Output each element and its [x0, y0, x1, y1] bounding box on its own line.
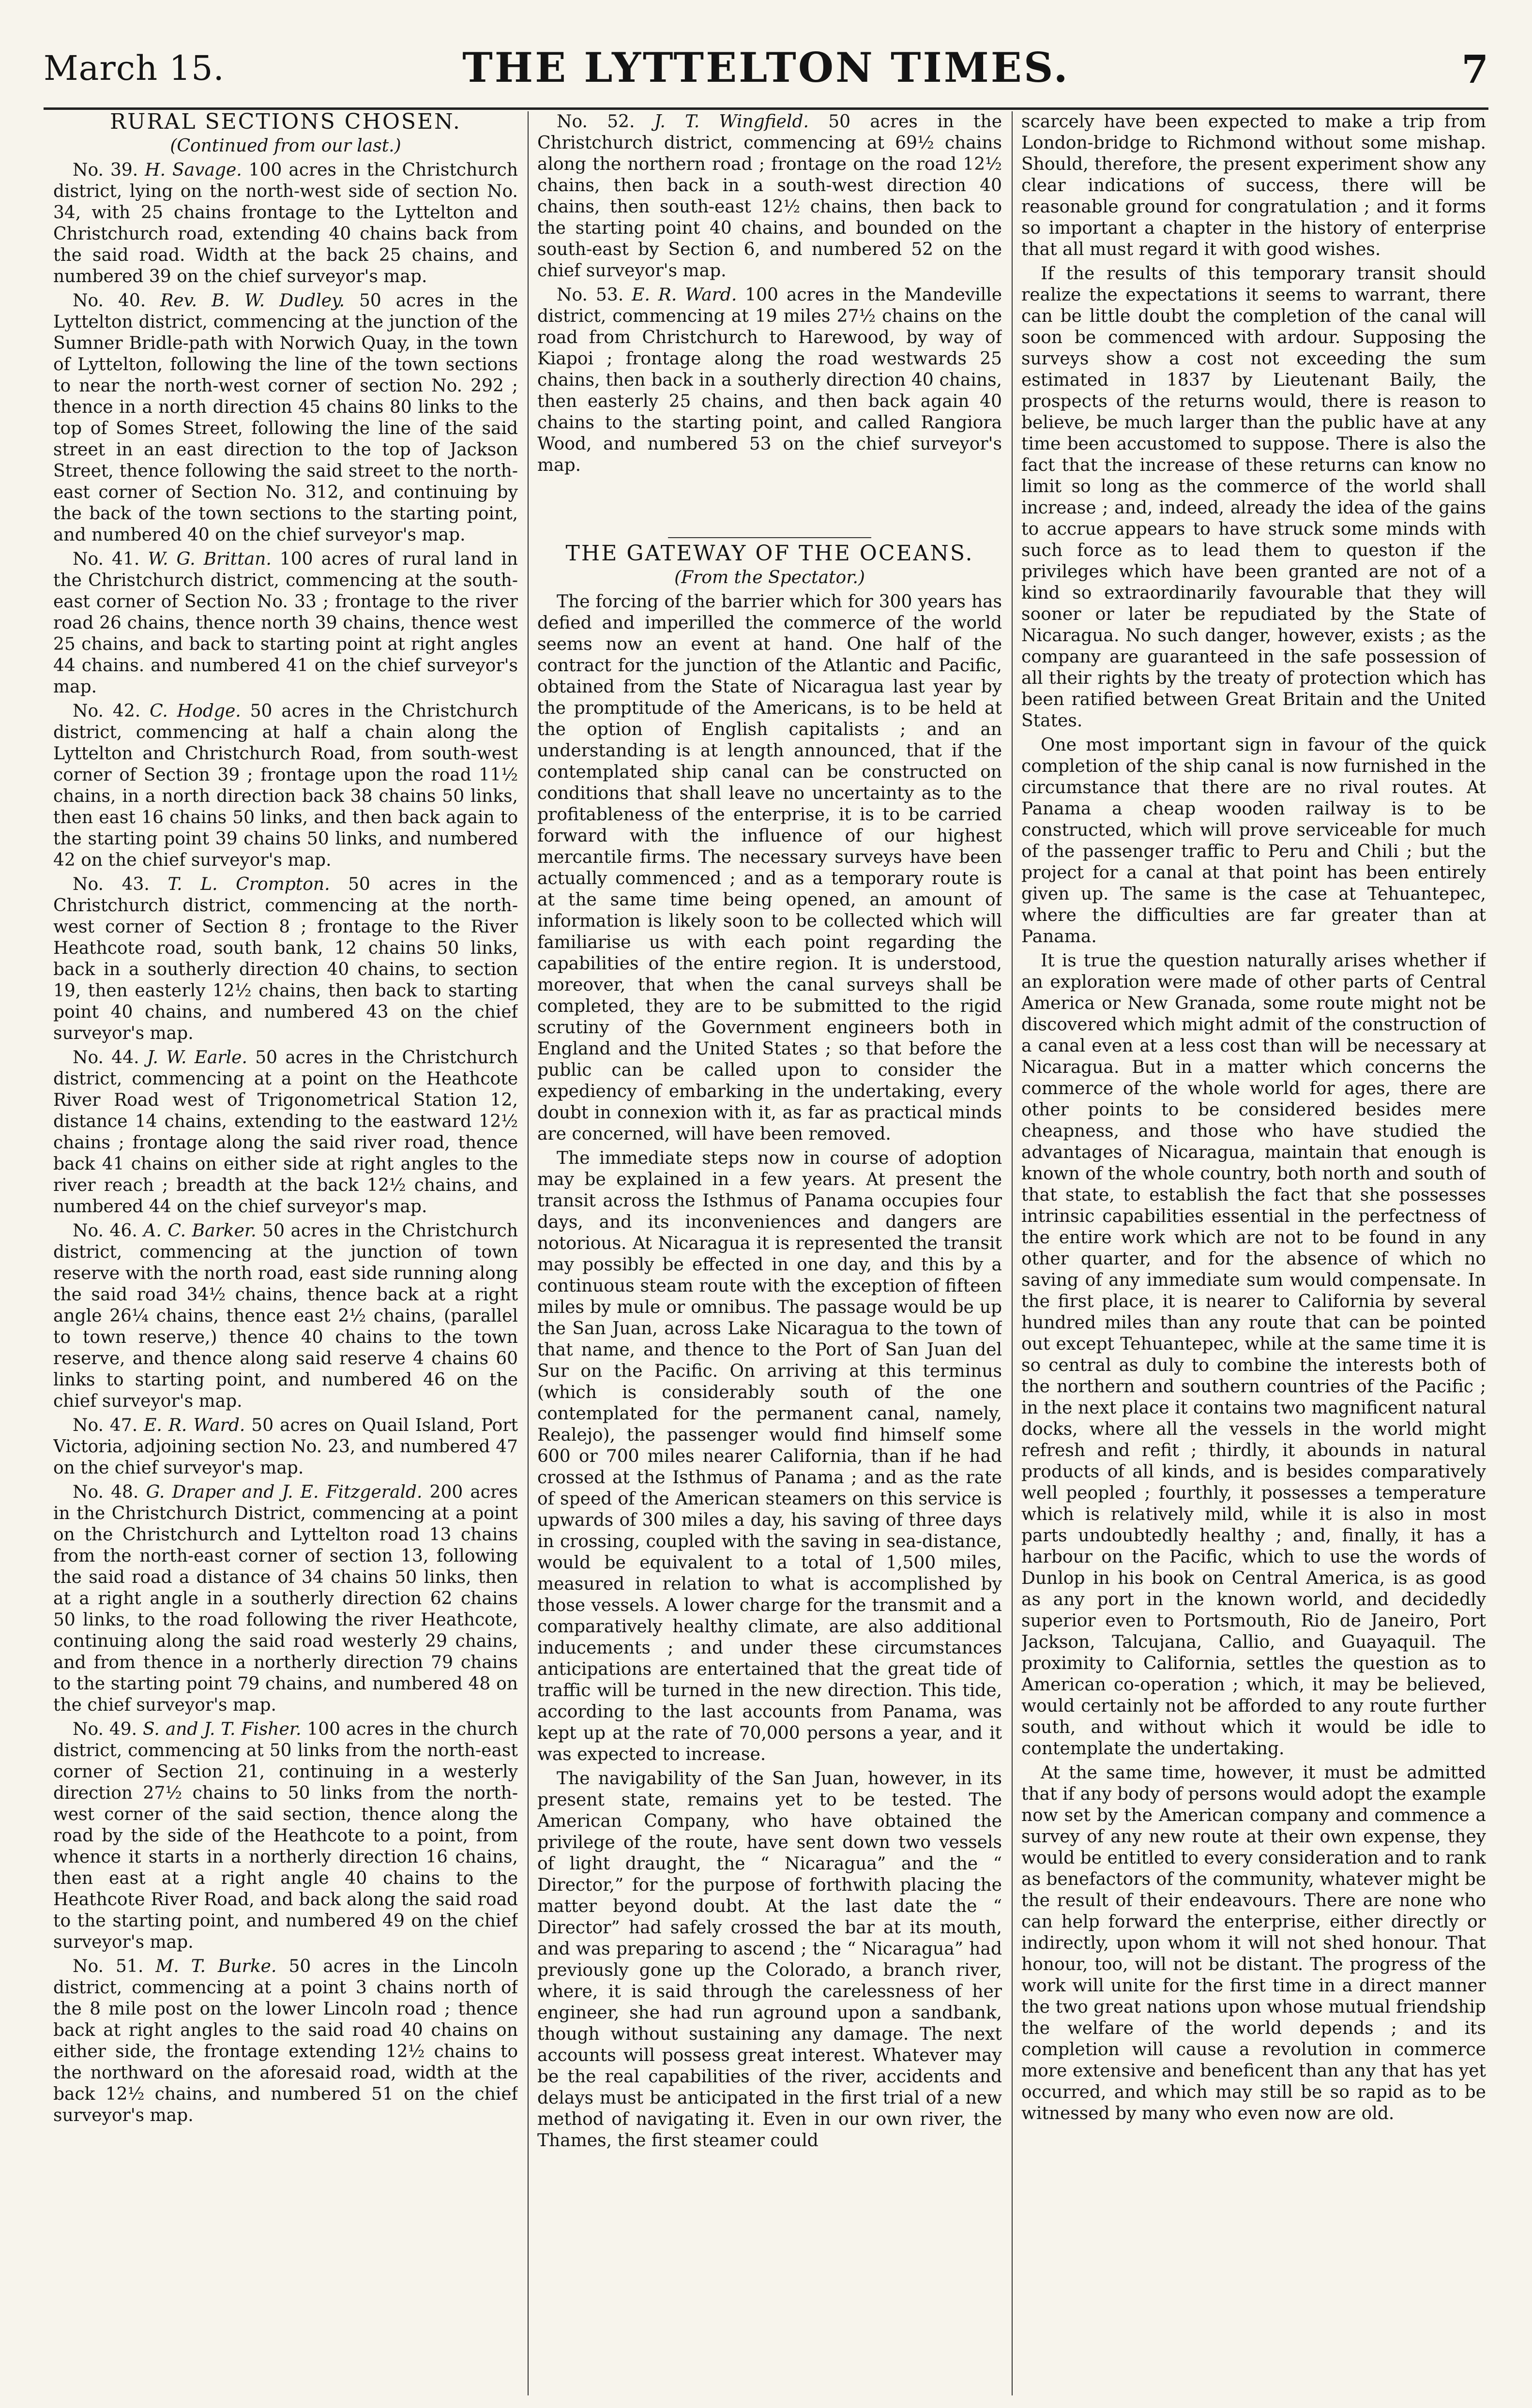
section-owner: M. T. Burke.	[155, 1956, 277, 1976]
continued-note: (Continued from our last.)	[170, 136, 401, 156]
section-description: 50 acres in the Lincoln district, commencing at a point 3 chains north of the 8 mile post on the lower Lincoln road ; thence back at right angles to the said road 40 chains on either side, the frontage extending 12½ chains to the northward on the aforesaid road, width at the back 12½ chains, and numbered 51 on the chief surveyor's map.	[53, 1956, 518, 2125]
article-paragraph: At the same time, however, it must be admitted that if any body of persons would adopt the example now set by the American company and commence a survey of any new route at their own expense, they would be entitled to every consideration and to rank as benefactors of the community, whatever might be the result of their endeavours. There are none who can help forward the enterprise, either directly or indirectly, upon whom it will not shed honour. That honour, too, will not be distant. The progress of the work will unite for the first time in a direct manner the two great nations upon whose mutual friendship the welfare of the world depends ; and its completion will cause a revolution in commerce more extensive and beneficent than any that has yet occurred, and which may still be so rapid as to be witnessed by many who even now are old.	[1021, 1763, 1486, 2123]
section-number: No. 42.	[73, 701, 150, 721]
article-paragraph: One most important sign in favour of the quick completion of the ship canal is now furnished in the circumstance that there are no rival routes. At Panama a cheap wooden railway is to be constructed, which will prove serviceable for much of the passenger traffic to Peru and Chili ; but the project for a canal at that point has been entirely given up. The same is the case at Tehuantepec, where the difficulties are far greater than at Panama.	[1021, 735, 1486, 947]
section-number: No. 46.	[73, 1221, 144, 1241]
rural-section-entry	[53, 1482, 518, 1716]
section-description: 100 acres in the church district, commencing at 50 links from the north-east corner of Section 21, continuing in a westerly direction 27½ chains to 50 links from the north-west corner of the said section, thence along the road by the side of the Heathcote to a point, from whence it starts in a northerly direction 16 chains, then east at a right angle 40 chains to the Heathcote River Road, and back along the said road to the starting point, and numbered 49 on the chief surveyor's map.	[53, 1719, 518, 1952]
section-owner: C. Hodge.	[150, 701, 241, 721]
column-1	[53, 111, 518, 2386]
masthead	[44, 44, 1488, 102]
section-number: No. 52.	[557, 112, 654, 132]
section-number: No. 49.	[73, 1719, 143, 1739]
newspaper-title: THE LYTTELTON TIMES.	[462, 44, 1070, 91]
masthead-rule	[44, 107, 1488, 110]
section-description: 50 acres on Quail Island, Port Victoria, adjoining section No. 23, and numbered 47 on the chief surveyor's map.	[53, 1415, 518, 1478]
issue-date: March 15.	[44, 48, 225, 88]
rural-entries	[53, 160, 518, 2126]
section-description: 50 acres in the Christchurch district, commencing at half a chain along the Lyttelton and Christchurch Road, from south-west corner of Section 39 ; frontage upon the road 11½ chains, in a north direction back 38 chains 50 links, then east 16 chains 50 links, and then back again to the starting point 39 chains 50 links, and numbered 42 on the chief surveyor's map.	[53, 701, 518, 870]
rural-section-entry	[53, 549, 518, 698]
rural-section-entry	[537, 285, 1002, 476]
section-owner: E. R. Ward.	[632, 285, 737, 305]
section-number: No. 47.	[73, 1415, 144, 1435]
section-description: 50 acres in the Christchurch district, commencing at the junction of town reserve with the north road, east side running along the said road 34½ chains, thence back at a right angle 26¼ chains, thence east 2½ chains, (parallel to town reserve,) thence 40 chains to the town reserve, and thence along said reserve 4 chains 60 links to starting point, and numbered 46 on the chief surveyor's map.	[53, 1221, 518, 1411]
article-paragraph: The navigability of the San Juan, however, in its present state, remains yet to be tested. The American Company, who have obtained the privilege of the route, have sent down two vessels of light draught, the “ Nicaragua” and the “ Director,” for the purpose of forthwith placing the matter beyond doubt. At the last date the “ Director” had safely crossed the bar at its mouth, and was preparing to ascend ; the “ Nicaragua” had previously gone up the Colorado, a branch river, where, it is said through the carelessness of her engineer, she had run aground upon a sandbank, though without sustaining any damage. The next accounts will possess great interest. Whatever may be the real capabilities of the river, accidents and delays must be anticipated in the first trial of a new method of navigating it. Even in our own river, the Thames, the first steamer could	[537, 1769, 1002, 2151]
section-description: 100 acres of rural land in the Christchurch district, commencing at the south-east corner of Section No. 33 ; frontage to the river road 26 chains, thence north 39 chains, thence west 25 chains, and back to starting point at right angles 44 chains. and numbered 41 on the chief surveyor's map.	[53, 549, 518, 697]
column-divider	[1012, 111, 1013, 2395]
section-owner: J. T. Wingfield.	[654, 112, 809, 132]
rural-section-entry	[53, 1047, 518, 1218]
section-description: 100 acres in the Mandeville district, commencing at 19 miles 27½ chains on the road from Christchurch to Harewood, by way of Kiapoi ; frontage along the road westwards 25 chains, then back in a southerly direction 40 chains, then easterly 25 chains, and then back again 40 chains to the starting point, and called Rangiora Wood, and numbered 53 on the chief surveyor's map.	[537, 285, 1002, 475]
section-number: No. 48.	[73, 1482, 146, 1502]
rural-section-entry	[53, 290, 518, 546]
section-number: No. 40.	[73, 291, 161, 311]
column-divider	[528, 111, 529, 2395]
gateway-source: (From the Spectator.)	[674, 568, 865, 587]
section-description: 50 acres in the Christchurch district, commencing at 69½ chains along the northern road ; frontage on the road 12½ chains, then back in a south-west direction 40 chains, then south-east 12½ chains, then back to the starting point 40 chains, and bounded on the south-east by Section 6, and numbered 52 on the chief surveyor's map.	[537, 112, 1002, 281]
section-description: 50 acres in the Christchurch district, commencing at a point on the Heathcote River Road west of Trigonometrical Station 12, distance 14 chains, extending to the eastward 12½ chains ; frontage along the said river road, thence back 41 chains on either side at right angles to the river reach ; breadth at the back 12½ chains, and numbered 44 on the chief surveyor's map.	[53, 1048, 518, 1217]
section-owner: J. W. Earle.	[147, 1048, 247, 1068]
section-owner: E. R. Ward.	[144, 1415, 245, 1435]
rural-section-entry	[53, 1220, 518, 1412]
rural-section-entry	[53, 160, 518, 287]
section-number: No. 43.	[73, 874, 168, 894]
article-paragraph: If the results of this temporary transit should realize the expectations it seems to warrant, there can be little doubt the completion of the canal will soon be commenced with ardour. Supposing the surveys show a cost not exceeding the sum estimated in 1837 by Lieutenant Baily, the prospects of the returns would, there is reason to believe, be much larger than the public have at any time been accustomed to suppose. There is also the fact that the increase of these returns can know no limit so long as the commerce of the world shall increase ; and, indeed, already the idea of the gains to accrue appears to have struck some minds with such force as to lead them to queston if the privileges which have been granted are not of a kind so extraordinarily favourable that they will sooner or later be repudiated by the State of Nicaragua. No such danger, however, exists ; as the company are guaranteed in the safe possession of all their rights by the treaty of protection which has been ratified between Great Britain and the United States.	[1021, 264, 1486, 731]
gateway-heading: THE GATEWAY OF THE OCEANS.	[565, 541, 974, 566]
column-2	[537, 111, 1002, 2386]
section-owner: T. L. Crompton.	[167, 874, 330, 894]
rural-section-entry	[53, 1719, 518, 1953]
section-number: No. 53.	[557, 285, 632, 305]
section-description: 100 acres in the Christchurch district, lying on the north-west side of section No. 34, with 25 chains frontage to the Lyttelton and Christchurch road, extending 40 chains back from the said road. Width at the back 25 chains, and numbered 39 on the chief surveyor's map.	[53, 160, 518, 286]
rural-section-entry	[53, 701, 518, 871]
article-paragraph: The immediate steps now in course of adoption may be explained in a few years. At present the transit across the Isthmus of Panama occupies four days, and its inconveniences and dangers are notorious. At Nicaragua it is represented the transit may possibly be effected in one day, and this by a continuous steam route with the exception of fifteen miles by mule or omnibus. The passage would be up the San Juan, across Lake Nicaragua to the town of that name, and thence to the Port of San Juan del Sur on the Pacific. On arriving at this terminus (which is considerably south of the one contemplated for the permanent canal, namely, Realejo), the passenger would find himself some 600 or 700 miles nearer California, than if he had crossed at the Isthmus of Panama ; and as the rate of speed of the American steamers on this service is upwards of 300 miles a day, his saving of three days in crossing, coupled with the saving in sea-distance, would be equivalent to a total of 1,500 miles, measured in relation to what is accomplished by those vessels. A lower charge for the transmit and a comparatively healthy climate, are also additional inducements ; and under these circumstances anticipations are entertained that the great tide of traffic will be turned in the new direction. This tide, according to the last accounts from Panama, was kept up at the rate of 70,000 persons a year, and it was expected to increase.	[537, 1148, 1002, 1764]
section-owner: S. and J. T. Fisher.	[143, 1719, 302, 1739]
article-paragraph: It is true the question naturally arises whether if an exploration were made of other parts of Central America or New Granada, some route might not be discovered which might admit of the construction of a canal even at a less cost than will be necessary at Nicaragua. But in a matter which concerns the commerce of the whole world for ages, there are other points to be considered besides mere cheapness, and those who have studied the advantages of Nicaragua, maintain that enough is known of the whole country, both north and south of that state, to establish the fact that she possesses intrinsic capabilities essential in the perfectness of the entire work which are not to be found in any other quarter, and for the absence of which no saving of any immediate sum would compensate. In the first place, it is nearer to California by several hundred miles than any route that can be pointed out except Tehuantepec, while at the same time it is so central as duly to combine the interests both of the northern and southern countries of the Pacific ; in the next place it contains two magnificent natural docks, where all the vessels in the world might refresh and refit ; thirdly, it abounds in natural products of all kinds, and is besides comparatively well peopled ; fourthly, it possesses a temperature which is relatively mild, while it is also in most parts undoubtedly healthy ; and, finally, it has a harbour on the Pacific, which to use the words of Dunlop in his book on Central America, is as good as any port in the known world, and decidedly superior even to Portsmouth, Rio de Janeiro, Port Jackson, Talcujana, Callio, and Guayaquil. The proximity to California, settles the question as to American co-operation ; which, it may be believed, would certainly not be afforded to any route further south, and without which it would be idle to contemplate the undertaking.	[1021, 951, 1486, 1759]
section-description: 50 acres in the Lyttelton district, commencing at the junction of the Sumner Bridle-path with Norwich Quay, in the town of Lyttelton, following the line of the town sections to near the north-west corner of section No. 292 ; thence in a north direction 45 chains 80 links to the top of Somes Street, following the line of the said street in an east direction to the top of Jackson Street, thence following the said street to the north-east corner of Section No. 312, and continuing by the back of the town sections to the starting point, and numbered 40 on the chief surveyor's map.	[53, 291, 518, 545]
section-owner: A. C. Barker.	[143, 1221, 257, 1241]
section-owner: Rev. B. W. Dudley.	[160, 291, 345, 311]
article-paragraph: The forcing of the barrier which for 300 years has defied and imperilled the commerce of the world seems now an event at hand. One half of the contract for the junction of the Atlantic and Pacific, obtained from the State of Nicaragua last year by the promptitude of the Americans, is to be held at the option of English capitalists ; and an understanding is at length announced, that if the contemplated ship canal can be constructed on conditions that shall leave no uncertainty as to the profitableness of the enterprise, it is to be carried forward with the influence of our highest mercantile firms. The necessary surveys have been actually commenced ; and as a temporary route is at the same time being opened, an amount of information is likely soon to be collected which will familiarise us with each point regarding the capabilities of the entire region. It is understood, moreover, that when the canal surveys shall be completed, they are to be submitted to the rigid scrutiny of the Government engineers both in England and the United States ; so that before the public can be called upon to consider the expediency of embarking in the undertaking, every doubt in connexion with it, as far as practical minds are concerned, will have been removed.	[537, 592, 1002, 1144]
section-owner: G. Draper and J. E. Fitzgerald.	[146, 1482, 423, 1502]
gateway-body-part1	[537, 591, 1002, 2152]
article-paragraph: scarcely have been expected to make a trip from London-bridge to Richmond without some mishap. Should, therefore, the present experiment show any clear indications of success, there will be reasonable ground for congratulation ; and it forms so important a chapter in the history of enterprise that all must regard it with good wishes.	[1021, 112, 1486, 259]
column-3	[1021, 111, 1486, 2386]
gateway-body-part2	[1021, 111, 1486, 2124]
section-number: No. 44.	[73, 1048, 147, 1068]
rural-section-entry	[53, 1415, 518, 1479]
section-description: 200 acres in the Christchurch District, commencing at a point on the Christchurch and Lyttelton road 13 chains from the north-east corner of section 13, following the said road a distance of 34 chains 50 links, then at a right angle in a southerly direction 62 chains 50 links, to the road following the river Heathcote, continuing along the said road westerly 29 chains, and from thence in a northerly direction 79 chains to the starting point 79 chains, and numbered 48 on the chief surveyor's map.	[53, 1482, 518, 1715]
section-number: No. 39.	[73, 160, 145, 180]
section-rule	[668, 537, 871, 538]
rural-entries-continued	[537, 111, 1002, 476]
section-description: 50 acres in the Christchurch district, commencing at the north-west corner of Section 8 ; frontage to the River Heathcote road, south bank, 12 chains 50 links, back in a southerly direction 40 chains, to section 19, then easterly 12½ chains, then back to starting point 40 chains, and numbered 43 on the chief surveyor's map.	[53, 874, 518, 1043]
rural-section-entry	[53, 874, 518, 1044]
section-number: No. 51.	[73, 1956, 156, 1976]
rural-sections-heading: RURAL SECTIONS CHOSEN.	[110, 111, 461, 134]
section-owner: W. G. Brittan.	[148, 549, 272, 569]
section-owner: H. Savage.	[145, 160, 242, 180]
rural-section-entry	[53, 1956, 518, 2126]
page-number: 7	[1461, 46, 1488, 92]
rural-section-entry	[537, 111, 1002, 282]
section-number: No. 41.	[73, 549, 148, 569]
